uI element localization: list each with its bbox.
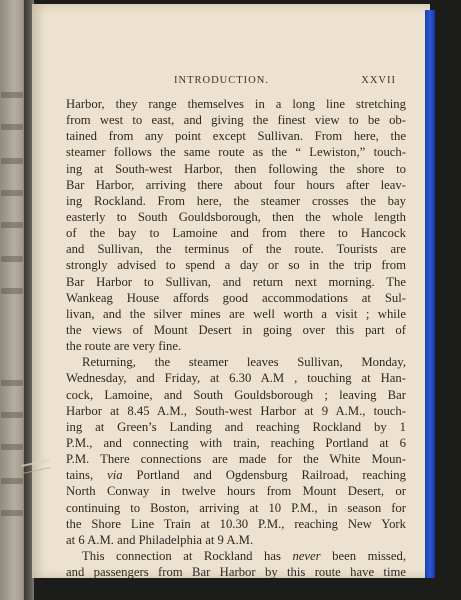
- text-line: ing Rockland. From here, the steamer crosses the bay: [66, 193, 406, 208]
- text-line: livan, and the silver mines are well worth a visit ; while: [66, 306, 406, 321]
- book-cover-edge: [425, 10, 435, 578]
- text-line: from west to east, and giving the finest view to be ob-: [66, 113, 406, 128]
- text-line: North Conway in twelve hours from Mount Desert, or: [66, 484, 406, 499]
- text-line: and Sullivan, the terminus of the route. Tourists are: [66, 242, 406, 257]
- text-line: Wankeag House affords good accommodations at Sul-: [66, 290, 406, 305]
- text-line: the Shore Line Train at 10.30 P.M., reaching New York: [66, 516, 406, 531]
- text-line: the views of Mount Desert in going over this part of: [66, 322, 406, 337]
- text-line: of the bay to Lamoine and from there to Hancock: [66, 226, 406, 241]
- text-line: tained from any point except Sullivan. From here, the: [66, 129, 406, 144]
- text-line: cock, Lamoine, and South Gouldsborough ; leaving Bar: [66, 387, 406, 402]
- text-line: Harbor, they range themselves in a long line stretching: [66, 97, 406, 111]
- facing-page-edge: [0, 0, 26, 600]
- text-line: tains, via Portland and Ogdensburg Railroad, reaching: [66, 468, 406, 483]
- text-line: at 6 A.M. and Philadelphia at 9 A.M.: [66, 532, 254, 547]
- text-line: the route are very fine.: [66, 339, 182, 354]
- text-line: ing at Green’s Landing and reaching Rockland by 1: [66, 419, 406, 434]
- text-line: This connection at Rockland has never been missed,: [82, 548, 406, 563]
- running-header-title: INTRODUCTION.: [174, 75, 269, 86]
- text-line: Harbor at 8.45 A.M., South-west Harbor at 9 A.M., touch-: [66, 403, 406, 418]
- text-line: easterly to South Gouldsborough, then the whole length: [66, 209, 406, 224]
- body-text: [66, 96, 406, 580]
- text-line: Bar Harbor to Sullivan, and return next morning. The: [66, 274, 406, 289]
- text-line: strongly advised to spend a day or so in the trip from: [66, 258, 406, 273]
- text-line: P.M., and connecting with train, reaching Portland at 6: [66, 435, 406, 450]
- text-line: P.M. There connections are made for the White Moun-: [66, 452, 406, 467]
- text-line: Returning, the steamer leaves Sullivan, Monday,: [82, 355, 406, 370]
- text-line: ing at South-west Harbor, then following the shore to: [66, 161, 406, 176]
- text-line: and passengers from Bar Harbor by this route have time: [66, 565, 406, 580]
- text-line: steamer follows the same route as the “ Lewiston,” touch-: [66, 145, 406, 160]
- text-line: continuing to Boston, arriving at 10 P.M., in season for: [66, 500, 406, 515]
- running-header: [66, 75, 396, 89]
- text-line: Wednesday, and Friday, at 6.30 A.M , touching at Han-: [66, 371, 406, 386]
- text-line: Bar Harbor, arriving there about four hours after leav-: [66, 177, 406, 192]
- page-number: XXVII: [361, 75, 396, 86]
